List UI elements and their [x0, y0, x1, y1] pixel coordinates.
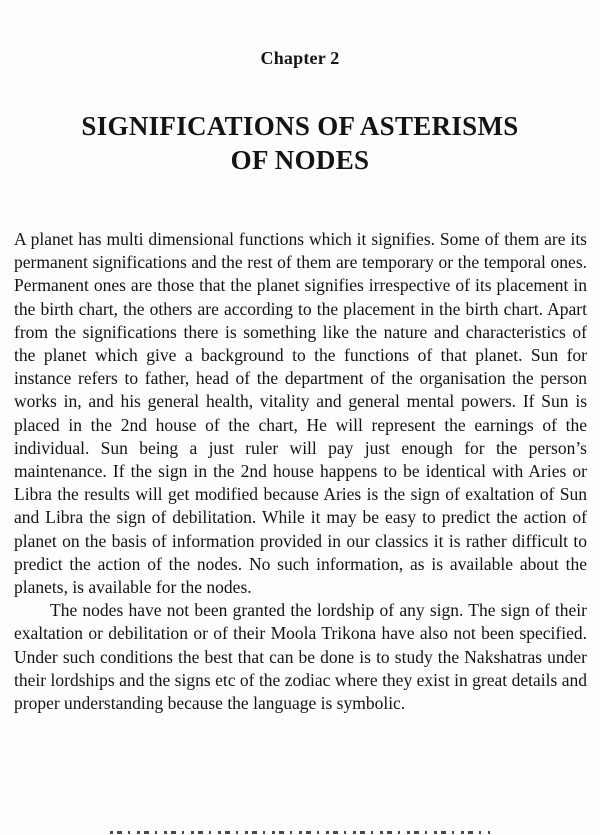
body-text — [14, 228, 587, 715]
page-title-line2: OF NODES — [230, 145, 370, 175]
page-title-line1: SIGNIFICATIONS OF ASTERISMS — [81, 111, 519, 141]
cutoff-text-line — [110, 829, 490, 835]
paragraph: The nodes have not been granted the lordship of any sign. The sign of their exaltation or debilitation or of their Moola Trikona have also not been specified. Under such conditions the best that can be done is to study the Nakshatras under their lordships and the signs etc of the zodiac where they exist in great details and proper understanding because the language is symbolic. — [14, 600, 587, 714]
chapter-label: Chapter 2 — [260, 48, 340, 68]
paragraph: A planet has multi dimensional functions which it signifies. Some of them are its permanent significations and the rest of them are temporary or the temporal ones. Permanent ones are those that the planet signifies irrespective of its placement in the birth chart, the others are according to the placement in the birth chart. Apart from the significations there is something like the nature and characteristics of the planet which give a background to the functions of that planet. Sun for instance refers to father, head of the department of the organisation the person works in, and his general health, vitality and general mental powers. If Sun is placed in the 2nd house of the chart, He will represent the earnings of the individual. Sun being a just ruler will pay just enough for the person’s maintenance. If the sign in the 2nd house happens to be identical with Aries or Libra the results will get modified because Aries is the sign of exaltation of Sun and Libra the sign of debilitation. While it may be easy to predict the action of planet on the basis of information provided in our classics it is rather difficult to predict the action of the nodes. No such information, as is available about the planets, is available for the nodes. — [14, 229, 587, 598]
page-title — [0, 109, 600, 177]
